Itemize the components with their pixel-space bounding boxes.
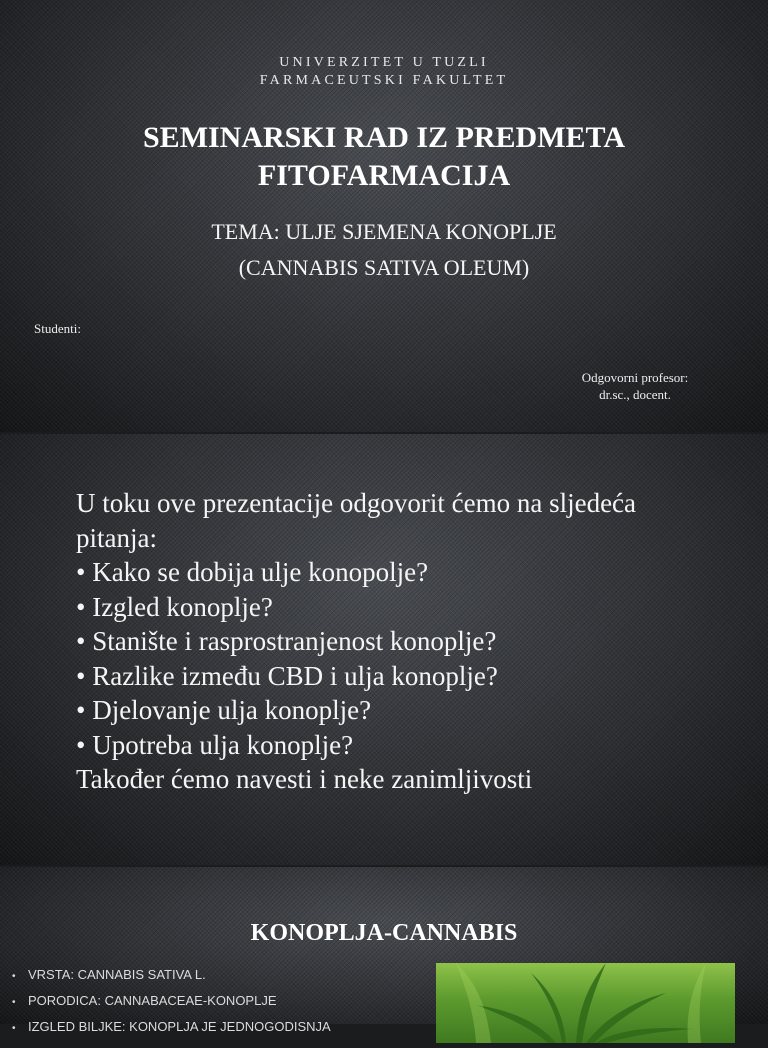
fact-item — [12, 963, 331, 989]
cannabis-leaf-icon — [436, 963, 735, 1043]
students-label: Studenti: — [34, 321, 81, 336]
question-item: • Djelovanje ulja konoplje? — [76, 695, 372, 725]
fact-text: IZGLED BILJKE: KONOPLJA JE JEDNOGODISNJA — [28, 1019, 331, 1034]
intro-line-1: U toku ove prezentacije odgovorit ćemo na sljedeća — [76, 488, 637, 518]
questions-text — [76, 486, 716, 797]
question-item: • Kako se dobija ulje konopolje? — [76, 557, 429, 587]
fact-item — [12, 1015, 331, 1041]
cannabis-title: KONOPLJA-CANNABIS — [250, 920, 518, 946]
bullet-icon: • — [12, 1023, 16, 1034]
seminar-title — [0, 119, 768, 195]
bullet-icon: • — [12, 971, 16, 982]
question-item: • Upotreba ulja konoplje? — [76, 729, 354, 760]
bullet-icon: • — [12, 997, 16, 1008]
intro-line-2: pitanja: — [76, 522, 157, 553]
topic-line-1: TEMA: ULJE SJEMENA KONOPLJE — [211, 219, 557, 244]
professor-title: dr.sc., docent. — [599, 387, 671, 402]
cannabis-slide — [0, 867, 768, 1034]
seminar-title-line-2: FITOFARMACIJA — [257, 159, 511, 192]
topic-line-2: (CANNABIS SATIVA OLEUM) — [238, 255, 530, 280]
professor-label: Odgovorni profesor: — [581, 370, 689, 385]
faculty-name: FARMACEUTSKI FAKULTET — [259, 73, 509, 88]
question-item: • Izgled konoplje? — [76, 591, 273, 622]
fact-text: PORODICA: CANNABACEAE-KONOPLJE — [28, 993, 277, 1008]
seminar-title-line-1: SEMINARSKI RAD IZ PREDMETA — [143, 121, 625, 154]
closing-line: Također ćemo navesti i neke zanimljivosti — [76, 764, 533, 794]
fact-text: VRSTA: CANNABIS SATIVA L. — [28, 967, 206, 982]
fact-item — [12, 989, 331, 1015]
questions-slide — [0, 434, 768, 865]
question-item: • Razlike između CBD i ulja konoplje? — [76, 660, 498, 691]
cannabis-leaf-photo — [436, 963, 735, 1043]
seminar-topic — [0, 214, 768, 286]
university-name: UNIVERZITET U TUZLI — [279, 55, 489, 70]
facts-list — [12, 963, 331, 1041]
title-slide — [0, 0, 768, 432]
question-item: • Stanište i rasprostranjenost konoplje? — [76, 626, 497, 656]
